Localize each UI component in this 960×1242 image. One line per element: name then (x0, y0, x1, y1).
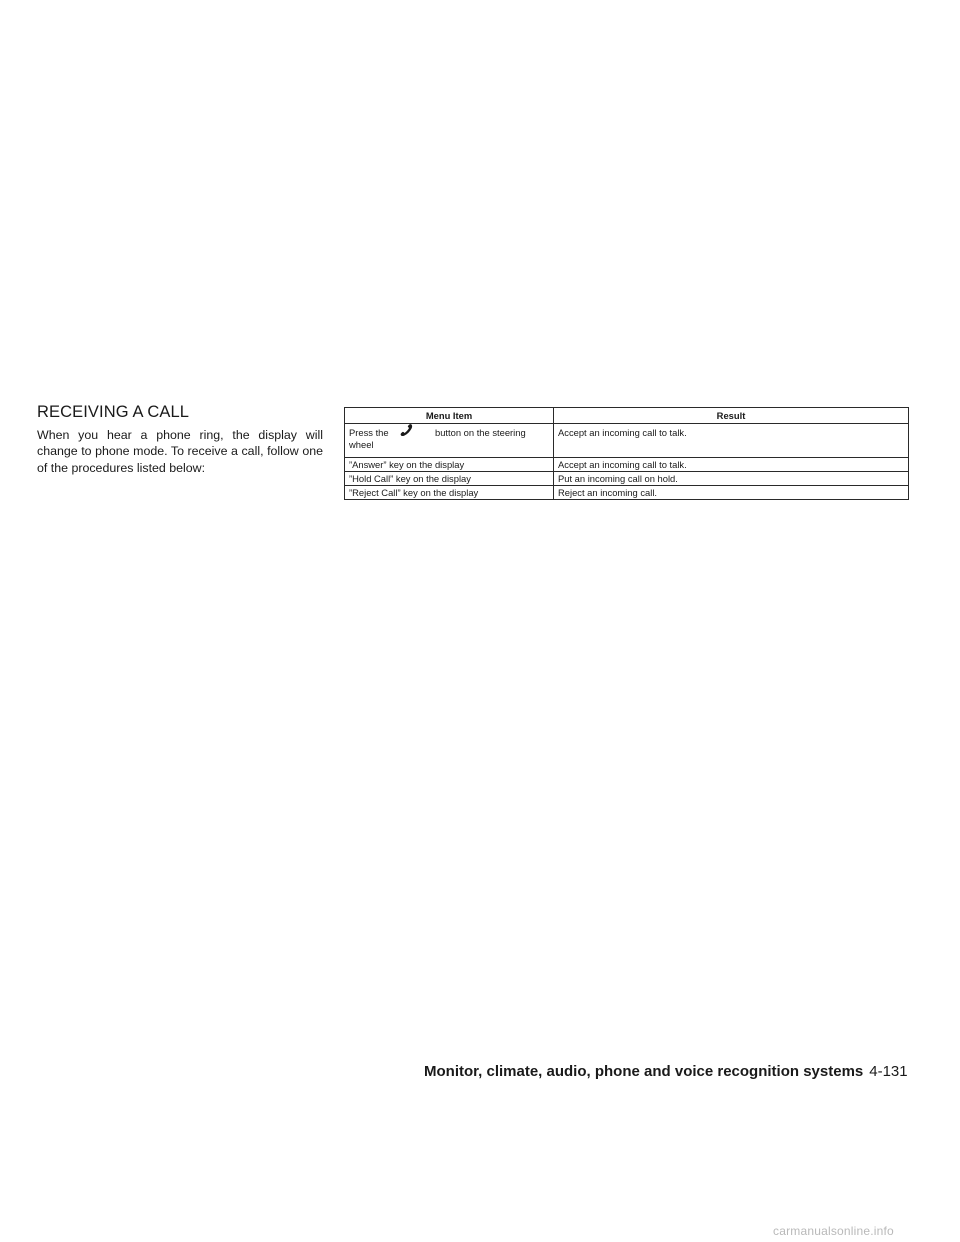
table-header-row (345, 408, 909, 424)
press-button-line (349, 427, 549, 439)
chapter-title: Monitor, climate, audio, phone and voice recognition systems (424, 1063, 864, 1080)
section-heading: RECEIVING A CALL (37, 403, 189, 421)
page-number: 4-131 (869, 1063, 908, 1080)
table-row (345, 424, 909, 458)
page-footer (424, 1063, 924, 1081)
result-cell: Accept an incoming call to talk. (554, 424, 909, 458)
table-row (345, 458, 909, 472)
phone-handset-icon (399, 423, 413, 437)
menu-item-cell (345, 424, 554, 458)
menu-item-cell: ”Answer” key on the display (345, 458, 554, 472)
table-row (345, 472, 909, 486)
menu-item-cell: ”Hold Call” key on the display (345, 472, 554, 486)
press-prefix: Press the (349, 427, 389, 438)
header-menu-item: Menu Item (345, 408, 554, 424)
menu-item-cell: ”Reject Call” key on the display (345, 486, 554, 500)
watermark: carmanualsonline.info (773, 1224, 894, 1238)
intro-paragraph: When you hear a phone ring, the display will change to phone mode. To receive a call, follow one of the procedures listed below: (37, 428, 323, 475)
press-suffix: button on the steering (435, 427, 526, 438)
result-cell: Accept an incoming call to talk. (554, 458, 909, 472)
result-cell: Reject an incoming call. (554, 486, 909, 500)
press-wrap-text: wheel (349, 439, 374, 450)
result-cell: Put an incoming call on hold. (554, 472, 909, 486)
header-result: Result (554, 408, 909, 424)
table-row (345, 486, 909, 500)
call-procedure-table (344, 407, 909, 500)
